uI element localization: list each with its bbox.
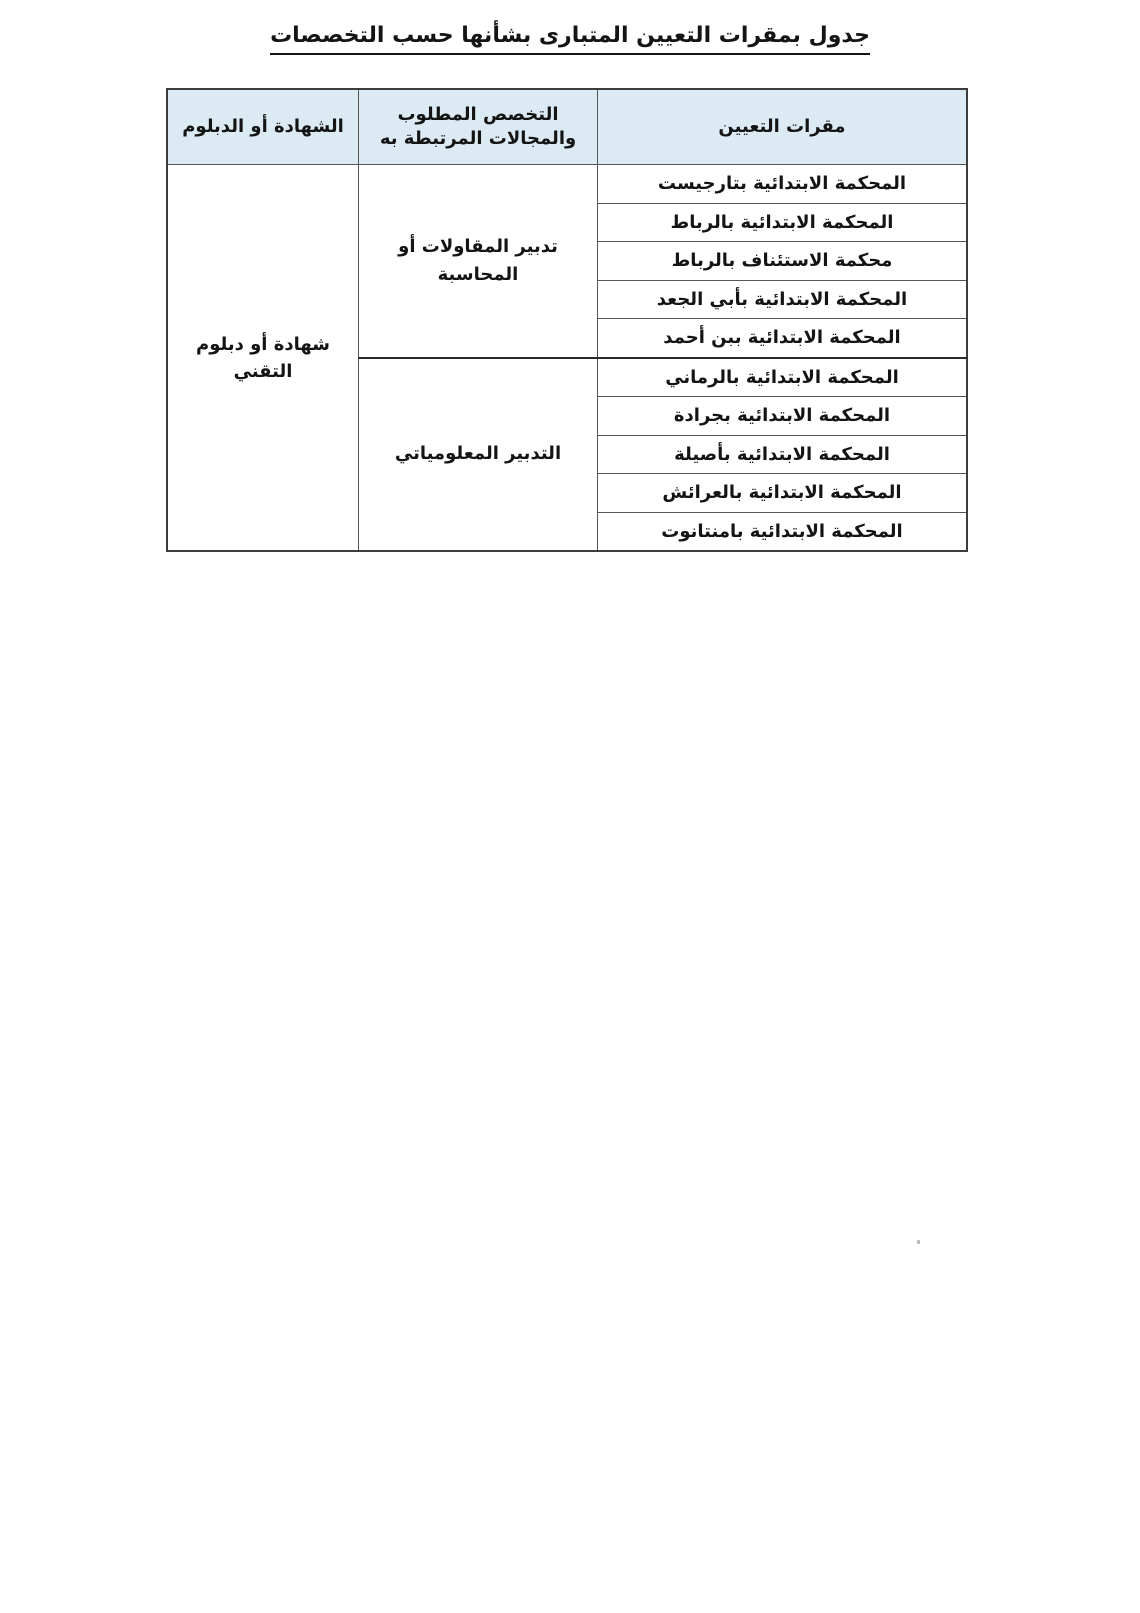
page-title-text: جدول بمقرات التعيين المتبارى بشأنها حسب التخصصات	[270, 22, 870, 55]
column-header-certificate: الشهادة أو الدبلوم	[167, 89, 359, 165]
location-cell: المحكمة الابتدائية بجرادة	[598, 397, 968, 436]
location-cell: محكمة الاستئناف بالرباط	[598, 242, 968, 281]
location-cell: المحكمة الابتدائية بالعرائش	[598, 474, 968, 513]
location-cell: المحكمة الابتدائية بالرماني	[598, 358, 968, 397]
column-header-specialization: التخصص المطلوب والمجالات المرتبطة به	[359, 89, 598, 165]
table-body	[167, 165, 967, 552]
location-cell: المحكمة الابتدائية ببن أحمد	[598, 319, 968, 358]
table-header	[167, 89, 967, 165]
location-cell: المحكمة الابتدائية بامنتانوت	[598, 512, 968, 551]
column-header-location: مقرات التعيين	[598, 89, 968, 165]
location-cell: المحكمة الابتدائية بأبي الجعد	[598, 280, 968, 319]
appointment-table-container	[172, 88, 968, 552]
specialization-cell: التدبير المعلومياتي	[359, 358, 598, 552]
page-title	[0, 22, 1140, 55]
scan-artifact	[917, 1240, 920, 1244]
location-cell: المحكمة الابتدائية بأصيلة	[598, 435, 968, 474]
table-row	[167, 165, 967, 204]
location-cell: المحكمة الابتدائية بتارجيست	[598, 165, 968, 204]
specialization-cell: تدبير المقاولات أو المحاسبة	[359, 165, 598, 358]
certificate-cell: شهادة أو دبلوم التقني	[167, 165, 359, 552]
appointment-table	[166, 88, 968, 552]
location-cell: المحكمة الابتدائية بالرباط	[598, 203, 968, 242]
table-header-row	[167, 89, 967, 165]
